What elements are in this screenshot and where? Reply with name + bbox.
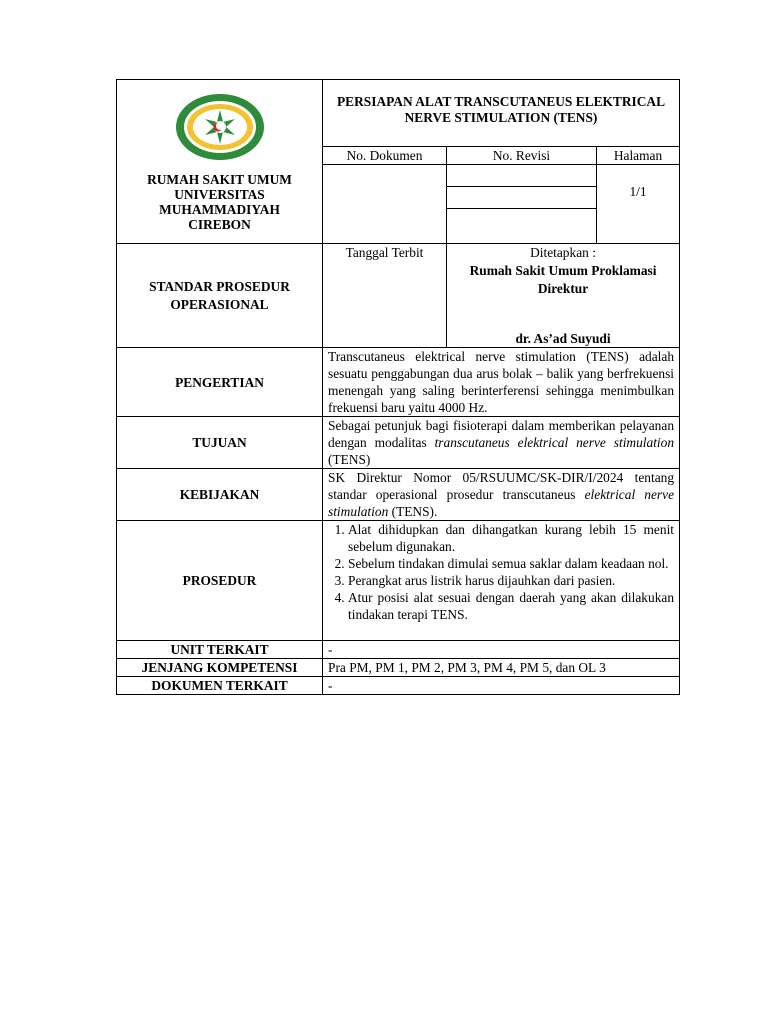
ditetapkan-cell [447,244,680,348]
dokumen-terkait-value: - [323,677,680,695]
kebijakan-text: SK Direktur Nomor 05/RSUUMC/SK-DIR/I/2024 tentang standar operasional prosedur transcutaneus elektrical nerve stimulation (TENS). [323,469,680,521]
dokumen-terkait-label: DOKUMEN TERKAIT [117,677,323,695]
unit-terkait-value: - [323,641,680,659]
revisi-line-1 [447,165,596,187]
sop-document [116,79,679,695]
hospital-logo [122,92,317,172]
revisi-line-3 [447,209,596,243]
halaman-header: Halaman [597,147,680,165]
no-revisi-header: No. Revisi [447,147,597,165]
unit-terkait-label: UNIT TERKAIT [117,641,323,659]
jabatan: Direktur [537,281,589,296]
tanggal-terbit: Tanggal Terbit [323,244,447,348]
prosedur-step: 3. Perangkat arus listrik harus dijauhkan dari pasien. [348,572,674,589]
no-revisi-value [447,165,597,244]
no-dokumen-header: No. Dokumen [323,147,447,165]
pengertian-text: Transcutaneus elektrical nerve stimulation (TENS) adalah sesuatu penggabungan dua arus bolak – balik yang berfrekuensi menengah yang saling berinterferensi sehingga menimbulkan frekuensi baru yaitu 4000 Hz. [323,348,680,417]
tujuan-label: TUJUAN [117,417,323,469]
institution-name: Rumah Sakit Umum Proklamasi [469,263,657,278]
tujuan-text: Sebagai petunjuk bagi fisioterapi dalam memberikan pelayanan dengan modalitas transcutaneus elektrical nerve stimulation (TENS) [323,417,680,469]
pengertian-label: PENGERTIAN [117,348,323,417]
kebijakan-label: KEBIJAKAN [117,469,323,521]
prosedur-step: 1. Alat dihidupkan dan dihangatkan kurang lebih 15 menit sebelum digunakan. [348,521,674,555]
hospital-name: RUMAH SAKIT UMUM UNIVERSITAS MUHAMMADIYAH CIREBON [147,172,292,232]
signatory-name: dr. As’ad Suyudi [515,331,611,346]
prosedur-step: 4. Atur posisi alat sesuai dengan daerah yang akan dilakukan tindakan terapi TENS. [348,589,674,623]
revisi-line-2 [447,187,596,209]
prosedur-list [328,521,674,623]
no-dokumen-value [323,165,447,244]
hospital-header-cell [117,80,323,244]
jenjang-kompetensi-value: Pra PM, PM 1, PM 2, PM 3, PM 4, PM 5, dan OL 3 [323,659,680,677]
sop-label: STANDAR PROSEDUR OPERASIONAL [117,244,323,348]
document-title: PERSIAPAN ALAT TRANSCUTANEUS ELEKTRICAL NERVE STIMULATION (TENS) [323,80,680,147]
sop-table [116,79,680,695]
hospital-logo-icon [174,92,266,162]
jenjang-kompetensi-label: JENJANG KOMPETENSI [117,659,323,677]
prosedur-label: PROSEDUR [117,521,323,641]
prosedur-steps [323,521,680,641]
ditetapkan-label: Ditetapkan : [530,245,596,260]
prosedur-step: 2. Sebelum tindakan dimulai semua saklar dalam keadaan nol. [348,555,674,572]
halaman-value: 1/1 [597,165,680,244]
